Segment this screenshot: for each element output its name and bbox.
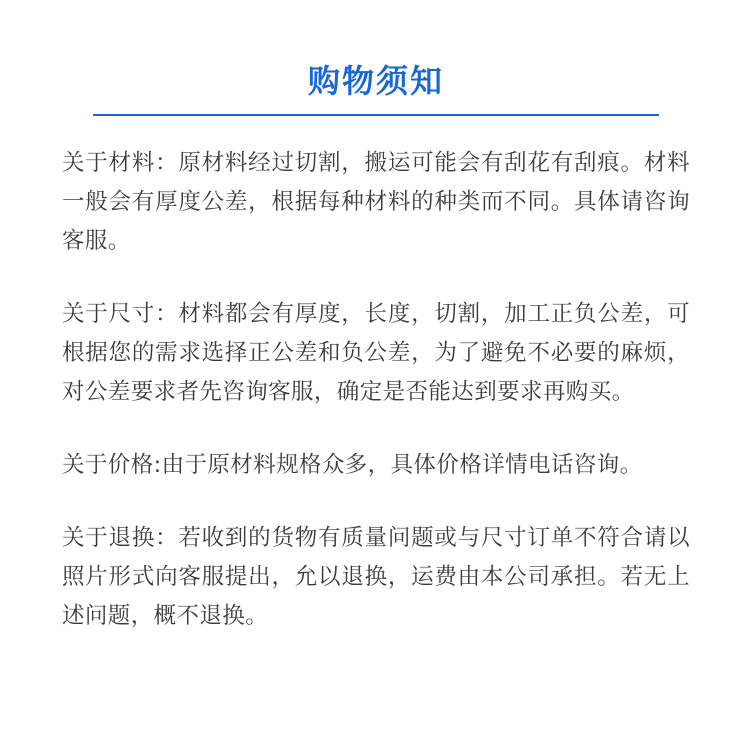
notice-paragraph-materials: 关于材料：原材料经过切割，搬运可能会有刮花有刮痕。材料一般会有厚度公差，根据每种材料的种类而不同。具体请咨询客服。	[62, 150, 690, 255]
page-title: 购物须知	[307, 62, 444, 100]
title-divider	[93, 114, 659, 116]
notice-paragraph-dimensions: 关于尺寸：材料都会有厚度，长度，切割，加工正负公差，可根据您的需求选择正公差和负公差，为了避免不必要的麻烦，对公差要求者先咨询客服，确定是否能达到要求再购买。	[62, 301, 690, 406]
notice-paragraph-price: 关于价格:由于原材料规格众多，具体价格详情电话咨询。	[62, 452, 643, 479]
notice-paragraph-returns: 关于退换：若收到的货物有质量问题或与尺寸订单不符合请以照片形式向客服提出，允以退换，运费由本公司承担。若无上述问题，概不退换。	[62, 525, 690, 630]
notice-body	[62, 144, 690, 636]
